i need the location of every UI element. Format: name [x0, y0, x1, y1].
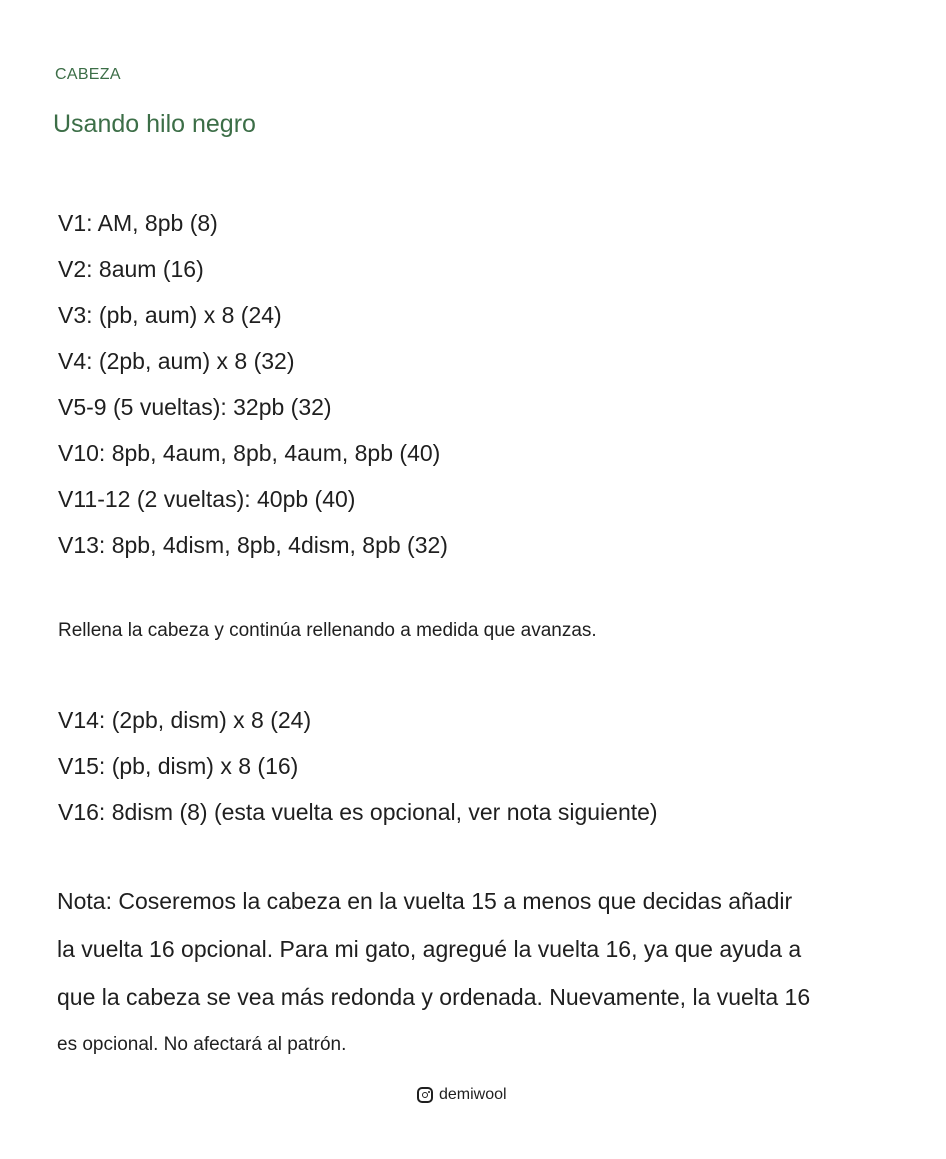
- author-credit: [417, 1086, 507, 1104]
- note-line: que la cabeza se vea más redonda y ordenada. Nuevamente, la vuelta 16: [57, 984, 811, 1010]
- note-line: Nota: Coseremos la cabeza en la vuelta 15 a menos que decidas añadir: [57, 888, 793, 914]
- stuffing-instruction: Rellena la cabeza y continúa rellenando a medida que avanzas.: [58, 620, 597, 641]
- round-item: V4: (2pb, aum) x 8 (32): [58, 348, 295, 374]
- round-item: V1: AM, 8pb (8): [58, 210, 218, 236]
- round-item: V10: 8pb, 4aum, 8pb, 4aum, 8pb (40): [58, 440, 441, 466]
- instagram-icon: [417, 1087, 433, 1103]
- note-line: la vuelta 16 opcional. Para mi gato, agregué la vuelta 16, ya que ayuda a: [57, 936, 802, 962]
- round-item: V5-9 (5 vueltas): 32pb (32): [58, 394, 332, 420]
- note-line: es opcional. No afectará al patrón.: [57, 1034, 347, 1055]
- note-paragraph: [57, 877, 810, 1069]
- round-item: V14: (2pb, dism) x 8 (24): [58, 707, 312, 733]
- round-item: V3: (pb, aum) x 8 (24): [58, 302, 282, 328]
- section-label: CABEZA: [55, 66, 121, 83]
- round-item: V16: 8dism (8) (esta vuelta es opcional, ver nota siguiente): [58, 799, 658, 825]
- rounds-list-1: [58, 200, 448, 568]
- author-handle: demiwool: [439, 1086, 507, 1103]
- round-item: V2: 8aum (16): [58, 256, 204, 282]
- subtitle: Usando hilo negro: [53, 110, 256, 138]
- rounds-list-2: [58, 697, 658, 835]
- round-item: V15: (pb, dism) x 8 (16): [58, 753, 299, 779]
- round-item: V13: 8pb, 4dism, 8pb, 4dism, 8pb (32): [58, 532, 448, 558]
- round-item: V11-12 (2 vueltas): 40pb (40): [58, 486, 356, 512]
